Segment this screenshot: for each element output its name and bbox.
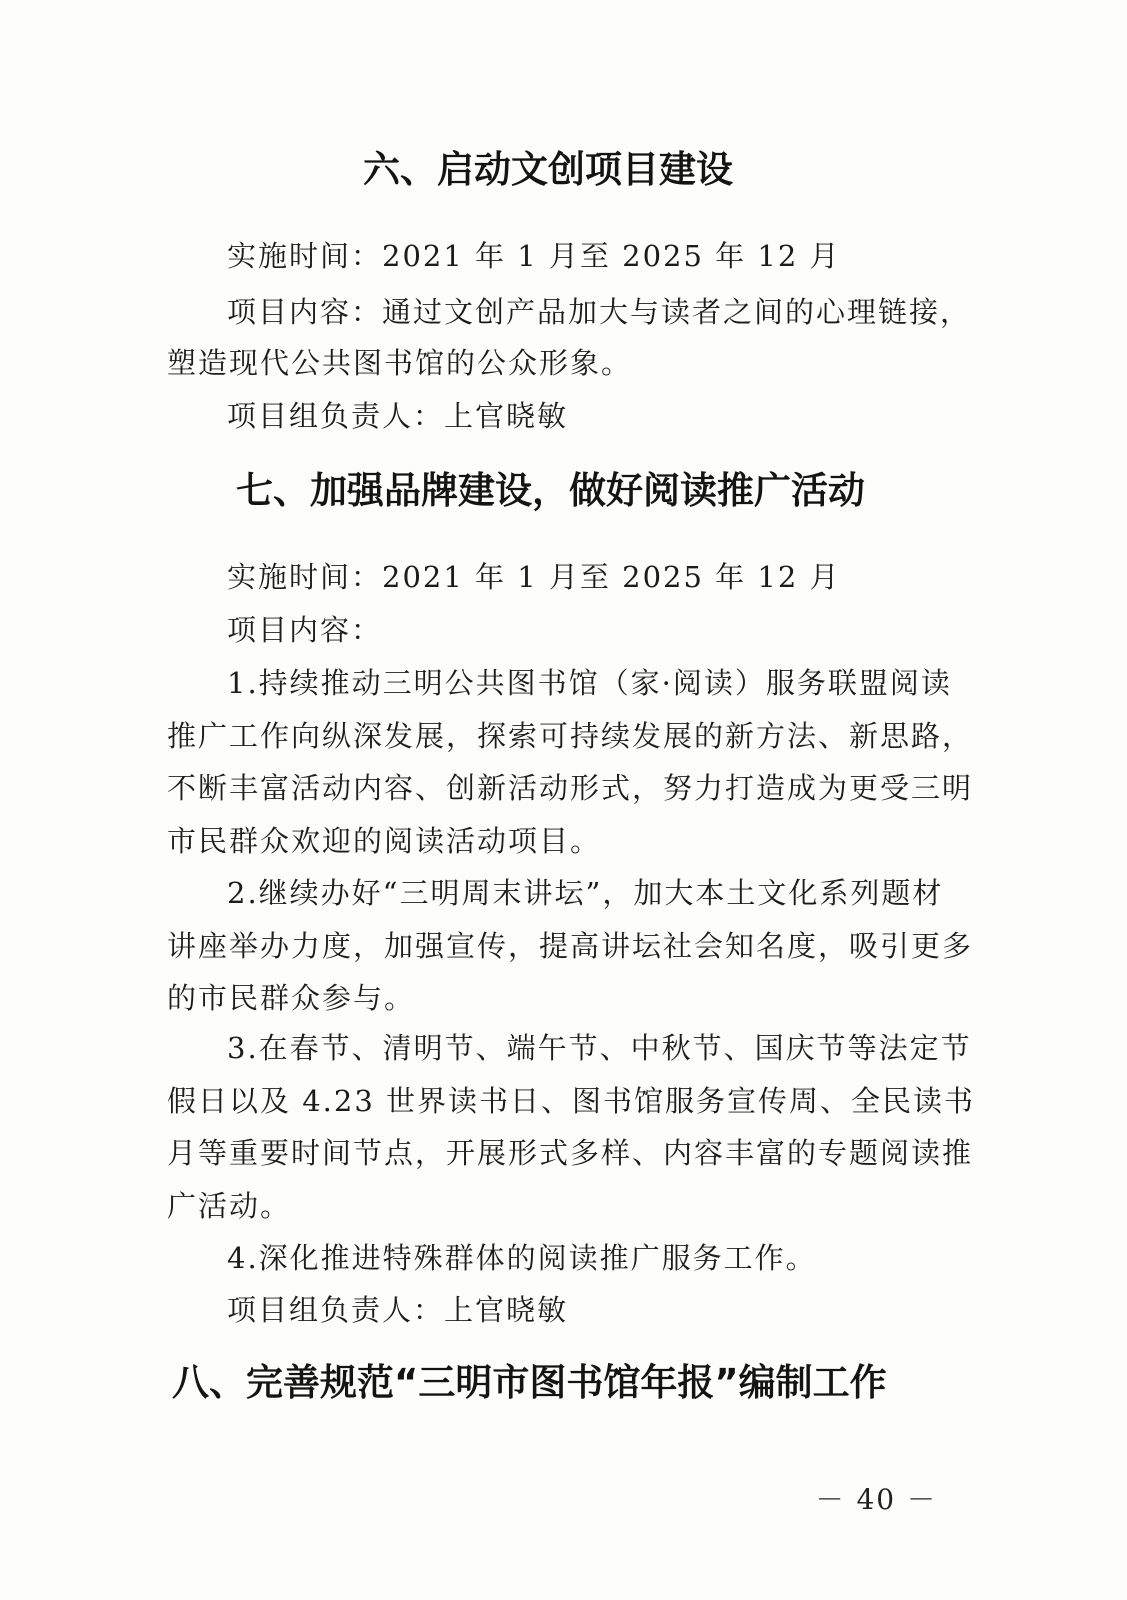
page-number: － 40 － [815,1483,937,1516]
section-7-item-1: 1.持续推动三明公共图书馆（家·阅读）服务联盟阅读 [227,666,952,700]
section-7-item-2: 2.继续办好“三明周末讲坛”，加大本土文化系列题材 [227,876,944,910]
section-7-leader: 项目组负责人：上官晓敏 [227,1293,569,1327]
section-7-item-1-cont: 市民群众欢迎的阅读活动项目。 [167,824,602,858]
section-6-heading: 六、启动文创项目建设 [363,148,733,191]
section-7-item-3-cont: 假日以及 4.23 世界读书日、图书馆服务宣传周、全民读书 [167,1084,976,1118]
section-7-item-3-cont: 广活动。 [167,1189,292,1223]
section-7-item-1-cont: 推广工作向纵深发展，探索可持续发展的新方法、新思路， [167,719,974,753]
section-7-content-label: 项目内容： [227,613,383,647]
section-8-heading: 八、完善规范“三明市图书馆年报”编制工作 [172,1361,887,1404]
section-7-item-2-cont: 的市民群众参与。 [167,981,416,1015]
section-7-heading: 七、加强品牌建设，做好阅读推广活动 [236,469,865,512]
section-6-content-cont: 塑造现代公共图书馆的公众形象。 [167,346,633,380]
section-7-item-1-cont: 不断丰富活动内容、创新活动形式，努力打造成为更受三明 [167,771,974,805]
section-7-time: 实施时间：2021 年 1 月至 2025 年 12 月 [227,560,841,594]
section-7-item-3-cont: 月等重要时间节点，开展形式多样、内容丰富的专题阅读推 [167,1136,974,1170]
section-7-item-4: 4.深化推进特殊群体的阅读推广服务工作。 [227,1241,817,1275]
section-6-content: 项目内容：通过文创产品加大与读者之间的心理链接， [227,295,972,329]
section-6-time: 实施时间：2021 年 1 月至 2025 年 12 月 [227,239,841,273]
section-6-leader: 项目组负责人：上官晓敏 [227,399,569,433]
section-7-item-2-cont: 讲座举办力度，加强宣传，提高讲坛社会知名度，吸引更多 [167,929,974,963]
section-7-item-3: 3.在春节、清明节、端午节、中秋节、国庆节等法定节 [227,1031,972,1065]
